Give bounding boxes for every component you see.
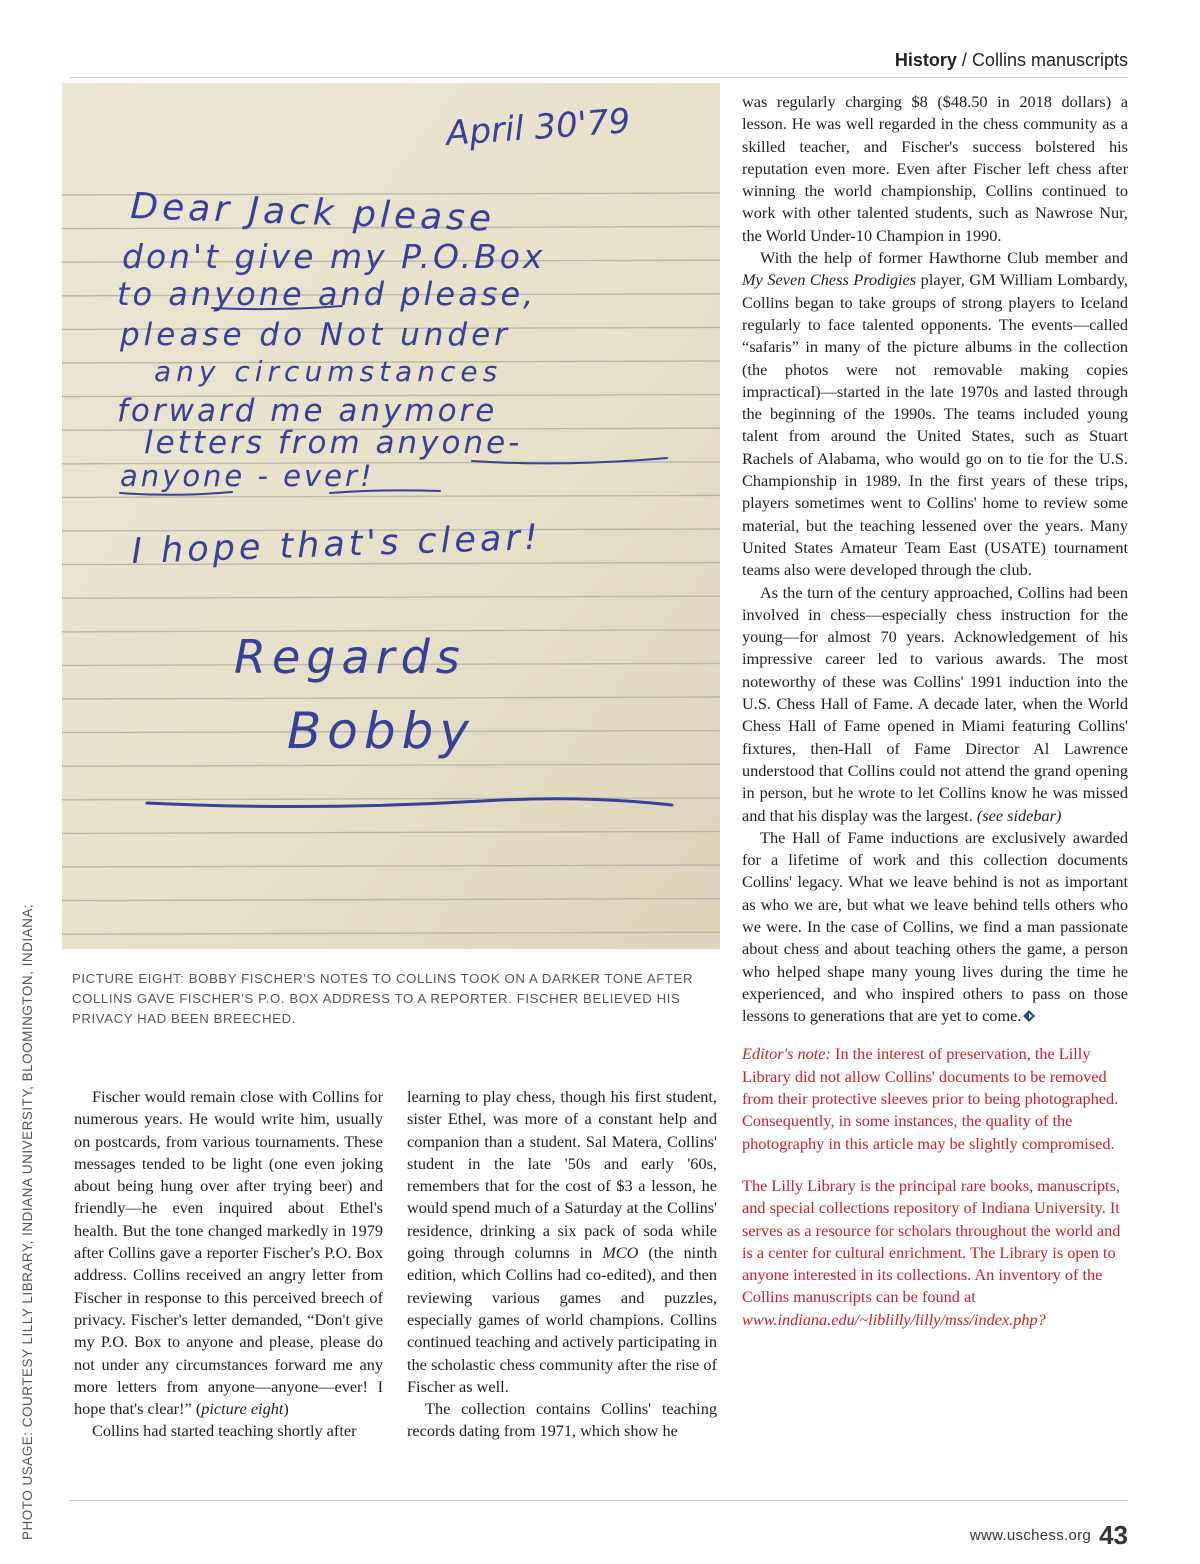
column-middle [407, 1086, 717, 1443]
letter-line-4: please do Not under [120, 317, 511, 353]
paragraph [74, 1086, 383, 1420]
text-run: With the help of former Hawthorne Club member and [760, 248, 1128, 268]
letter-line-1: Dear Jack please [129, 186, 496, 240]
paragraph [407, 1086, 717, 1398]
paragraph: The collection contains Collins' teaching records dating from 1971, which show he [407, 1399, 717, 1441]
figure-caption: PICTURE EIGHT: BOBBY FISCHER'S NOTES TO COLLINS TOOK ON A DARKER TONE AFTER COLLINS GAVE FISCHER'S P.O. BOX ADDRESS TO A REPORTER. FISCHER BELIEVED HIS PRIVACY HAD BEEN BREECHED. [72, 971, 694, 1026]
column-left [74, 1086, 383, 1443]
text-run: The Hall of Fame inductions are exclusively awarded for a lifetime of work and this collection documents Collins' legacy. What we leave behind is not as important as who we are, but what we leave behind tells others who we were. In the case of Collins, we find a man passionate about chess and about teaching others the game, a person who helped shape many young lives during the time he experienced, and who inspired others to pass on those lessons to generations that are yet to come. [742, 827, 1128, 1026]
footer-rule [70, 1500, 1128, 1501]
italic-run: MCO [602, 1243, 639, 1263]
letter-photo [62, 83, 720, 949]
letter-line-8: anyone - ever! [120, 459, 375, 493]
footer-site-link[interactable]: www.uschess.org [969, 1527, 1092, 1544]
photo-credit: PHOTO USAGE: COURTESY LILLY LIBRARY, INDIANA UNIVERSITY, BLOOMINGTON, INDIANA; [20, 903, 35, 1540]
page-footer [970, 1520, 1128, 1552]
text-run: learning to play chess, though his first student, sister Ethel, was more of a constant help and companion than a student. Sal Matera, Collins' student in the late '50s and early '60s, remembers that for the cost of $3 a lesson, he would spend much of a Saturday at the Collins' residence, drinking a six pack of soda while going through columns in [407, 1087, 717, 1263]
letter-date: April 30'79 [444, 101, 632, 154]
column-right [742, 91, 1128, 1331]
editor-note [742, 1043, 1128, 1154]
text-run: (the ninth edition, which Collins had co-edited), and then reviewing various games and puzzles, especially games of world champions. Collins continued teaching and actively participating in the scholastic chess community after the rise of Fischer as well. [407, 1243, 718, 1396]
letter-signature: Bobby [287, 702, 475, 760]
editor-note-label: Editor's note: [742, 1044, 831, 1064]
letter-line-2: don't give my P.O.Box [122, 237, 546, 276]
text-run: player, GM William Lombardy, Collins began to take groups of strong players to Iceland regularly to face talented opponents. The events—called “safaris” in many of the picture albums in the collection (the photos were not removable making copies impractical)—started in the late 1970s and lasted through the beginning of the 1990s. The teams included young talent from around the United States, such as Stuart Rachels of Alabama, who would go on to tie for the U.S. Championship in 1989. In the first years of these trips, players sometimes went to Collins' home to review some material, but the teaching lessened over the years. Many United States Amateur Team East (USATE) tournament teams also were developed through the club. [742, 270, 1128, 580]
letter-line-6: forward me anymore [117, 393, 498, 429]
letter-illustration [62, 83, 720, 949]
text-run: ) [283, 1399, 289, 1419]
header-subsection: Collins manuscripts [971, 50, 1128, 70]
text-run: Fischer would remain close with Collins for numerous years. He would write him, usually on postcards, from various tournaments. These messages tended to be light (one even joking about being hung over after trying beer) and friendly—he even inquired about Ethel's health. But the tone changed markedly in 1979 after Collins gave a reporter Fischer's P.O. Box address. Collins received an angry letter from Fischer in response to this perceived breech of privacy. Fischer's letter demanded, “Don't give my P.O. Box to anyone and please, please do not under any circumstances forward me any more letters from anyone—anyone—ever! I hope that's clear!” ( [74, 1087, 383, 1419]
lilly-url-link[interactable]: www.indiana.edu/~liblilly/lilly/mss/index.php? [742, 1309, 1046, 1329]
header-section: History [894, 50, 957, 70]
editor-note-text: In the interest of preservation, the Lilly Library did not allow Collins' documents to be removed from their protective sleeves prior to being photographed. Consequently, in some instances, the quality of the photography in this article may be slightly compromised. [742, 1044, 1119, 1153]
italic-run: (see sidebar) [976, 805, 1062, 825]
lilly-library-note [742, 1175, 1128, 1331]
text-run: As the turn of the century approached, Collins had been involved in chess—especially chess instruction for the young—for almost 70 years. Acknowledgement of his impressive career led to various awards. The most noteworthy of these was Collins' 1991 induction into the U.S. Chess Hall of Fame. A decade later, when the World Chess Hall of Fame opened in Miami featuring Collins' fixtures, then-Hall of Fame Director Al Lawrence understood that Collins could not attend the grand opening in person, but he wrote to let Collins know he was missed and that his display was the largest. [742, 582, 1128, 825]
letter-closing: Regards [234, 630, 466, 684]
letter-line-9: I hope that's clear! [130, 517, 543, 572]
paragraph [742, 247, 1128, 581]
paragraph [742, 582, 1128, 827]
letter-line-3: to anyone and please, [117, 275, 537, 313]
lilly-note-text: The Lilly Library is the principal rare books, manuscripts, and special collections repository of Indiana University. It serves as a resource for scholars throughout the world and is a center for cultural enrichment. The Library is open to anyone interested in its collections. An inventory of the Collins manuscripts can be found at [742, 1175, 1121, 1307]
paragraph: Collins had started teaching shortly after [92, 1421, 357, 1441]
letter-line-5: any circumstances [154, 355, 503, 388]
header-separator: / [956, 50, 972, 70]
paragraph [742, 827, 1128, 1028]
italic-run: My Seven Chess Prodigies [742, 270, 917, 290]
end-mark-icon [1023, 1010, 1035, 1022]
paragraph: was regularly charging $8 ($48.50 in 2018 dollars) a lesson. He was well regarded in the chess community as a skilled teacher, and Fischer's success bolstered his reputation even more. Even after Fischer left chess after winning the world championship, Collins continued to work with other talented students, such as Nawrose Nur, the World Under-10 Champion in 1990. [742, 92, 1128, 245]
letter-line-7: letters from anyone- [144, 425, 523, 461]
italic-run: picture eight [201, 1399, 284, 1419]
running-header [70, 50, 1128, 76]
page-number: 43 [1099, 1520, 1128, 1550]
header-rule [70, 77, 1128, 78]
